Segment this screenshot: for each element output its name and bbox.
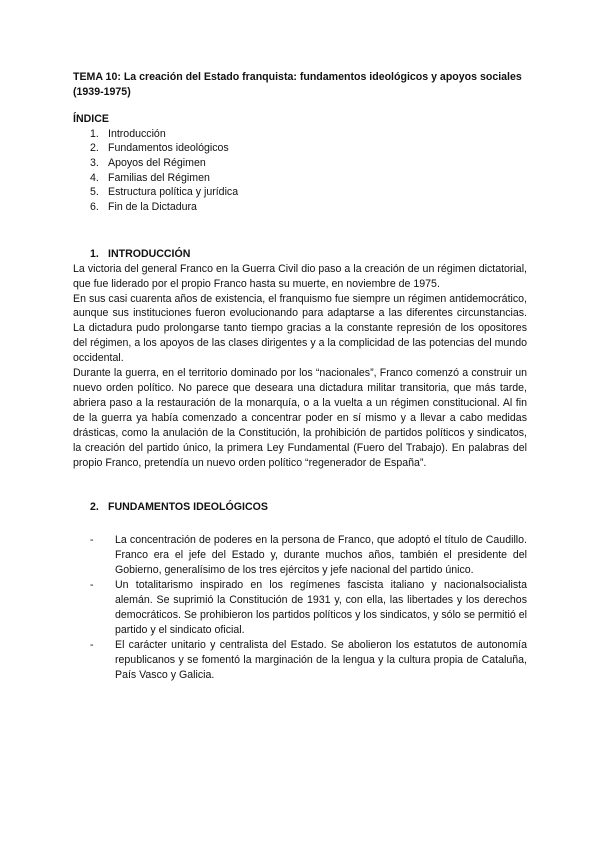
bullet-marker: - [90, 638, 94, 651]
bullet-text: Un totalitarismo inspirado en los regímenes fascista italiano y nacionalsocialista alemán. Se suprimió la Constitución de 1931 y, con ella, las libertades y los derechos democráticos. Se prohibieron los partidos políticos y los sindicatos, y sólo se permitió el partido y el sindicato oficial. [115, 579, 527, 636]
section-number: 1. [90, 247, 99, 260]
index-item-label: Estructura política y jurídica [108, 186, 239, 199]
index-item [90, 171, 527, 186]
body-paragraph: Durante la guerra, en el territorio dominado por los “nacionales”, Franco comenzó a construir un nuevo orden político. No parece que deseara una dictadura militar transitoria, que más tarde, abriera paso a la restauración de la monarquía, o a la vuelta a un régimen constitucional. Al fin de la guerra ya había comenzado a concentrar poder en sí mismo y a llevar a cabo medidas drásticas, como la anulación de la Constitución, la prohibición de partidos políticos y sindicatos, la creación del partido único, la primera Ley Fundamental (Fuero del Trabajo). En palabras del propio Franco, pretendía un nuevo orden político “regenerador de España”. [73, 367, 527, 469]
bullet-text: El carácter unitario y centralista del Estado. Se abolieron los estatutos de autonomía republicanos y se fomentó la marginación de la lengua y la cultura propia de Cataluña, País Vasco y Galicia. [115, 638, 527, 681]
bullet-item [90, 578, 527, 638]
section-heading-fundamentos [73, 500, 527, 515]
index-item-number: 1. [90, 127, 99, 140]
index-item-number: 4. [90, 171, 99, 184]
index-item [90, 141, 527, 156]
index-item-label: Apoyos del Régimen [108, 157, 206, 170]
document-title: TEMA 10: La creación del Estado franquista: fundamentos ideológicos y apoyos sociales (1939-1975) [73, 71, 522, 98]
body-paragraph: En sus casi cuarenta años de existencia, el franquismo fue siempre un régimen antidemocrático, aunque sus instituciones fueron evolucionando para adaptarse a las diferentes circunstancias. La dictadura pudo prolongarse tanto tiempo gracias a la constante represión de los opositores del régimen, a los apoyos de las clases dirigentes y a la complicidad de las potencias del mundo occidental. [73, 292, 527, 365]
section-title: FUNDAMENTOS IDEOLÓGICOS [108, 501, 268, 514]
index-item-label: Introducción [108, 127, 166, 140]
index-item [90, 185, 527, 200]
section-number: 2. [90, 501, 99, 514]
section-title: INTRODUCCIÓN [108, 247, 191, 260]
bullet-item [90, 533, 527, 578]
bullet-list [73, 533, 527, 682]
index-item-label: Familias del Régimen [108, 171, 210, 184]
index-item [90, 200, 527, 215]
bullet-marker: - [90, 579, 94, 592]
section-heading-introduccion [73, 247, 527, 262]
bullet-text: La concentración de poderes en la persona de Franco, que adoptó el título de Caudillo. Franco era el jefe del Estado y, durante muchos años, también el presidente del Gobierno, generalísimo de los tres ejércitos y jefe nacional del partido único. [115, 534, 527, 577]
index-item-number: 3. [90, 157, 99, 170]
body-paragraph: La victoria del general Franco en la Guerra Civil dio paso a la creación de un régimen dictatorial, que fue liderado por el propio Franco hasta su muerte, en noviembre de 1975. [73, 262, 527, 290]
index-heading: ÍNDICE [73, 112, 109, 125]
index-item-number: 6. [90, 201, 99, 214]
index-item [90, 127, 527, 142]
index-item-number: 2. [90, 142, 99, 155]
bullet-item [90, 638, 527, 683]
index-item-label: Fin de la Dictadura [108, 201, 197, 214]
index-item-label: Fundamentos ideológicos [108, 142, 229, 155]
index-list [73, 127, 527, 215]
index-item-number: 5. [90, 186, 99, 199]
index-item [90, 156, 527, 171]
bullet-marker: - [90, 534, 94, 547]
